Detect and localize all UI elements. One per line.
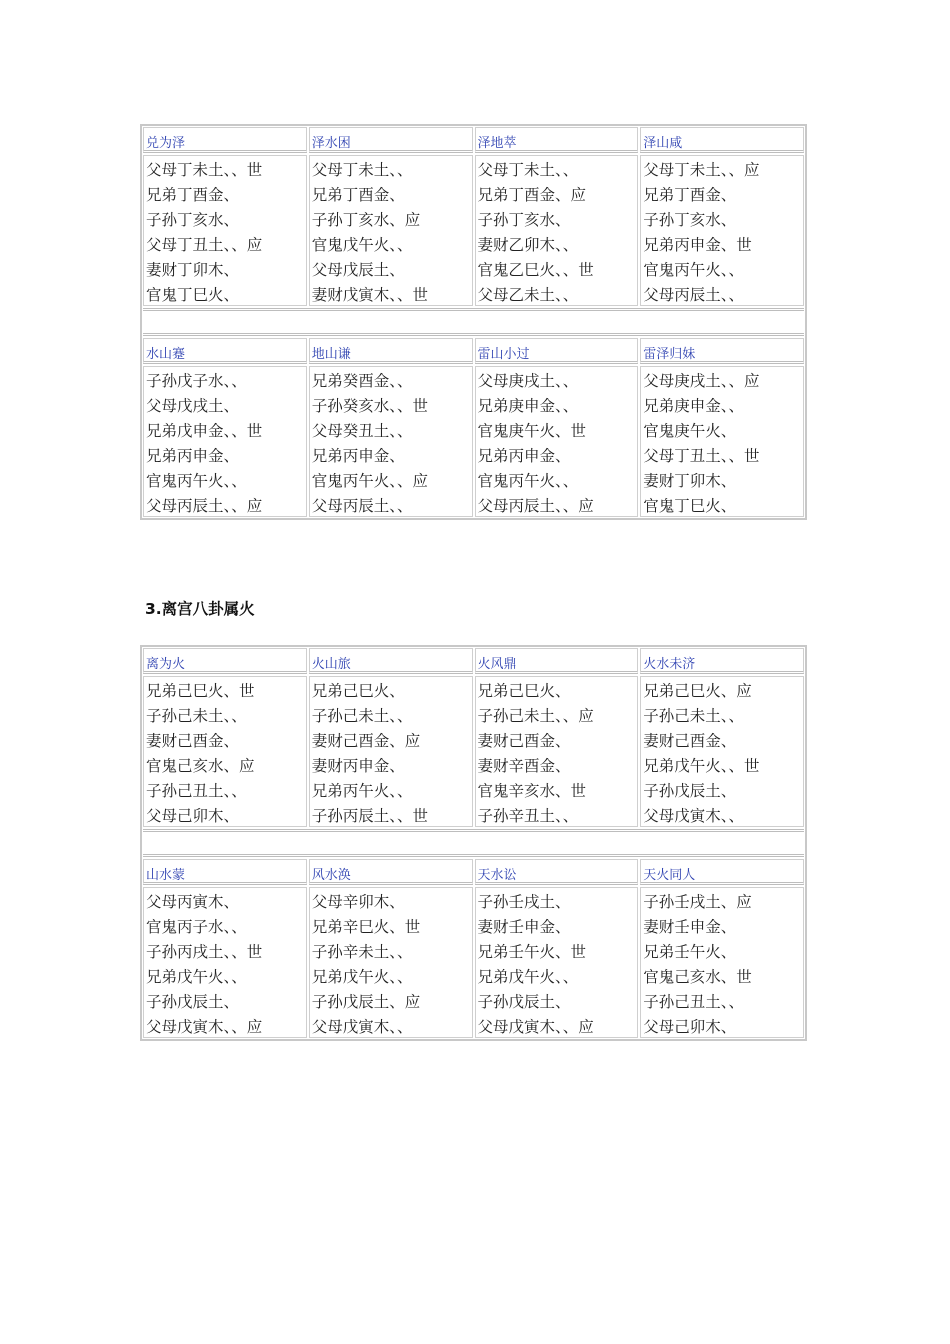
- yao-line: 官鬼庚午火、: [643, 422, 737, 440]
- yao-line: 父母辛卯木、: [311, 893, 405, 911]
- yao-line: 官鬼丙午火、、: [477, 472, 579, 490]
- yao-line: 子孙丁亥水、: [643, 211, 737, 229]
- yao-line: 官鬼丙午火、、应: [311, 472, 429, 490]
- yao-line: 子孙辛未土、、: [311, 943, 413, 961]
- header-band: [142, 647, 805, 675]
- yao-line: 子孙戊辰土、: [146, 993, 240, 1011]
- hexagram-header: [640, 127, 804, 153]
- yao-line: 兄弟己巳火、应: [643, 682, 752, 700]
- yao-line: 官鬼辛亥水、世: [477, 782, 587, 800]
- hexagram-header: [475, 127, 639, 153]
- yao-line: 官鬼己亥水、世: [643, 968, 752, 986]
- yao-line: 子孙己丑土、、: [643, 993, 745, 1011]
- yao-line: 兄弟戊午火、、: [311, 968, 413, 986]
- hexagram-header: [309, 338, 473, 364]
- yao-line: 父母丁未土、、应: [643, 161, 760, 179]
- yao-line: 父母己卯木、: [643, 1018, 737, 1036]
- hexagram-lines: [143, 155, 307, 306]
- yao-line: 子孙己未土、、应: [477, 707, 594, 725]
- yao-line: 父母戊辰土、: [311, 261, 405, 279]
- hexagram-name-link[interactable]: 风水涣: [311, 868, 351, 883]
- yao-line: 子孙壬戌土、应: [643, 893, 752, 911]
- hexagram-header: [309, 648, 473, 674]
- yao-line: 兄弟壬午火、世: [477, 943, 587, 961]
- lines-band: [142, 154, 805, 307]
- yao-line: 子孙丁亥水、: [477, 211, 571, 229]
- hexagram-lines: [640, 366, 804, 517]
- yao-line: 子孙戊辰土、: [477, 993, 571, 1011]
- lines-band: [142, 675, 805, 828]
- yao-line: 官鬼丙午火、、: [643, 261, 745, 279]
- yao-line: 兄弟壬午火、: [643, 943, 737, 961]
- yao-line: 父母丙辰土、、: [643, 286, 745, 304]
- yao-line: 子孙辛丑土、、: [477, 807, 579, 825]
- hexagram-name-link[interactable]: 火风鼎: [477, 657, 517, 672]
- yao-line: 妻财戊寅木、、世: [311, 286, 429, 304]
- yao-line: 妻财丁卯木、: [643, 472, 737, 490]
- hexagram-header: [143, 338, 307, 364]
- yao-line: 官鬼丙子水、、: [146, 918, 247, 936]
- hexagram-name-link[interactable]: 地山谦: [311, 347, 351, 362]
- hexagram-name-link[interactable]: 火山旅: [311, 657, 351, 672]
- yao-line: 兄弟辛巳火、世: [311, 918, 421, 936]
- yao-line: 兄弟丁酉金、: [643, 186, 737, 204]
- yao-line: 兄弟庚申金、、: [477, 397, 579, 415]
- hexagram-lines: [475, 155, 639, 306]
- yao-line: 兄弟丁酉金、: [311, 186, 405, 204]
- hexagram-header: [143, 648, 307, 674]
- hexagram-name-link[interactable]: 天水讼: [477, 868, 517, 883]
- yao-line: 父母丁未土、、: [477, 161, 579, 179]
- hexagram-header: [640, 338, 804, 364]
- yao-line: 兄弟癸酉金、、: [311, 372, 413, 390]
- yao-line: 父母戊戌土、: [146, 397, 240, 415]
- hexagram-lines: [309, 366, 473, 517]
- yao-line: 父母戊寅木、、: [643, 807, 745, 825]
- yao-line: 妻财丁卯木、: [146, 261, 240, 279]
- hexagram-table-dui-palace: [140, 124, 807, 520]
- yao-line: 父母癸丑土、、: [311, 422, 413, 440]
- yao-line: 子孙戊辰土、应: [311, 993, 421, 1011]
- hexagram-header: [143, 127, 307, 153]
- yao-line: 子孙己未土、、: [146, 707, 247, 725]
- hexagram-header: [309, 859, 473, 885]
- hexagram-name-link[interactable]: 泽水困: [311, 136, 351, 151]
- yao-line: 子孙丁亥水、应: [311, 211, 421, 229]
- hexagram-header: [309, 127, 473, 153]
- yao-line: 父母庚戌土、、: [477, 372, 579, 390]
- hexagram-header: [143, 859, 307, 885]
- yao-line: 官鬼庚午火、世: [477, 422, 587, 440]
- hexagram-name-link[interactable]: 火水未济: [643, 657, 696, 672]
- yao-line: 兄弟戊午火、、: [146, 968, 247, 986]
- hexagram-name-link[interactable]: 泽地萃: [477, 136, 517, 151]
- yao-line: 官鬼丁巳火、: [146, 286, 240, 304]
- yao-line: 官鬼戊午火、、: [311, 236, 413, 254]
- hexagram-table-li-palace: [140, 645, 807, 1041]
- yao-line: 父母丁未土、、: [311, 161, 413, 179]
- yao-line: 父母丁未土、、世: [146, 161, 263, 179]
- hexagram-name-link[interactable]: 天火同人: [643, 868, 696, 883]
- yao-line: 子孙壬戌土、: [477, 893, 571, 911]
- header-band: [142, 858, 805, 886]
- yao-line: 兄弟丙申金、: [311, 447, 405, 465]
- yao-line: 子孙己丑土、、: [146, 782, 247, 800]
- hexagram-lines: [475, 887, 639, 1038]
- section-heading: 3.离宫八卦属火: [145, 600, 255, 618]
- yao-line: 兄弟丙申金、: [477, 447, 571, 465]
- yao-line: 父母丙辰土、、应: [477, 497, 594, 515]
- yao-line: 兄弟己巳火、: [477, 682, 571, 700]
- yao-line: 父母丙寅木、: [146, 893, 240, 911]
- hexagram-lines: [475, 366, 639, 517]
- yao-line: 父母丙辰土、、: [311, 497, 413, 515]
- yao-line: 妻财己酉金、: [477, 732, 571, 750]
- hexagram-name-link[interactable]: 泽山咸: [643, 136, 683, 151]
- yao-line: 兄弟丁酉金、应: [477, 186, 587, 204]
- yao-line: 父母戊寅木、、应: [477, 1018, 594, 1036]
- yao-line: 兄弟己巳火、: [311, 682, 405, 700]
- yao-line: 兄弟庚申金、、: [643, 397, 745, 415]
- yao-line: 妻财壬申金、: [477, 918, 571, 936]
- row-separator: [143, 308, 804, 336]
- yao-line: 妻财己酉金、应: [311, 732, 421, 750]
- yao-line: 兄弟丁酉金、: [146, 186, 240, 204]
- yao-line: 兄弟戊午火、、: [477, 968, 579, 986]
- yao-line: 兄弟己巳火、世: [146, 682, 255, 700]
- hexagram-name-link[interactable]: 兑为泽: [146, 136, 186, 151]
- hexagram-lines: [309, 676, 473, 827]
- yao-line: 子孙戊子水、、: [146, 372, 247, 390]
- yao-line: 父母庚戌土、、应: [643, 372, 760, 390]
- hexagram-lines: [640, 155, 804, 306]
- row-separator: [143, 829, 804, 857]
- yao-line: 兄弟丙申金、: [146, 447, 240, 465]
- yao-line: 官鬼丁巳火、: [643, 497, 737, 515]
- yao-line: 妻财己酉金、: [146, 732, 240, 750]
- yao-line: 妻财丙申金、: [311, 757, 405, 775]
- hexagram-lines: [309, 155, 473, 306]
- hexagram-lines: [143, 676, 307, 827]
- yao-line: 父母丁丑土、、世: [643, 447, 760, 465]
- lines-band: [142, 886, 805, 1039]
- hexagram-lines: [143, 366, 307, 517]
- yao-line: 子孙丙辰土、、世: [311, 807, 429, 825]
- hexagram-header: [640, 648, 804, 674]
- yao-line: 子孙己未土、、: [311, 707, 413, 725]
- hexagram-name-link[interactable]: 山水蒙: [146, 868, 186, 883]
- yao-line: 妻财壬申金、: [643, 918, 737, 936]
- yao-line: 妻财辛酉金、: [477, 757, 571, 775]
- hexagram-header: [640, 859, 804, 885]
- yao-line: 子孙戊辰土、: [643, 782, 737, 800]
- yao-line: 父母乙未土、、: [477, 286, 579, 304]
- hexagram-header: [475, 859, 639, 885]
- yao-line: 兄弟丙申金、世: [643, 236, 752, 254]
- lines-band: [142, 365, 805, 518]
- yao-line: 子孙己未土、、: [643, 707, 745, 725]
- hexagram-name-link[interactable]: 离为火: [146, 657, 186, 672]
- yao-line: 父母己卯木、: [146, 807, 240, 825]
- hexagram-lines: [143, 887, 307, 1038]
- yao-line: 兄弟丙午火、、: [311, 782, 413, 800]
- yao-line: 父母戊寅木、、: [311, 1018, 413, 1036]
- yao-line: 父母丙辰土、、应: [146, 497, 263, 515]
- hexagram-lines: [640, 887, 804, 1038]
- header-band: [142, 337, 805, 365]
- hexagram-lines: [475, 676, 639, 827]
- yao-line: 兄弟戊午火、、世: [643, 757, 760, 775]
- hexagram-header: [475, 338, 639, 364]
- yao-line: 妻财乙卯木、、: [477, 236, 579, 254]
- yao-line: 父母丁丑土、、应: [146, 236, 263, 254]
- hexagram-name-link[interactable]: 雷泽归妹: [643, 347, 696, 362]
- yao-line: 子孙癸亥水、、世: [311, 397, 429, 415]
- hexagram-lines: [309, 887, 473, 1038]
- hexagram-lines: [640, 676, 804, 827]
- yao-line: 子孙丁亥水、: [146, 211, 240, 229]
- yao-line: 子孙丙戌土、、世: [146, 943, 263, 961]
- yao-line: 妻财己酉金、: [643, 732, 737, 750]
- hexagram-name-link[interactable]: 雷山小过: [477, 347, 530, 362]
- yao-line: 父母戊寅木、、应: [146, 1018, 263, 1036]
- header-band: [142, 126, 805, 154]
- yao-line: 官鬼乙巳火、、世: [477, 261, 594, 279]
- hexagram-name-link[interactable]: 水山蹇: [146, 347, 186, 362]
- yao-line: 兄弟戊申金、、世: [146, 422, 263, 440]
- yao-line: 官鬼己亥水、应: [146, 757, 255, 775]
- yao-line: 官鬼丙午火、、: [146, 472, 247, 490]
- hexagram-header: [475, 648, 639, 674]
